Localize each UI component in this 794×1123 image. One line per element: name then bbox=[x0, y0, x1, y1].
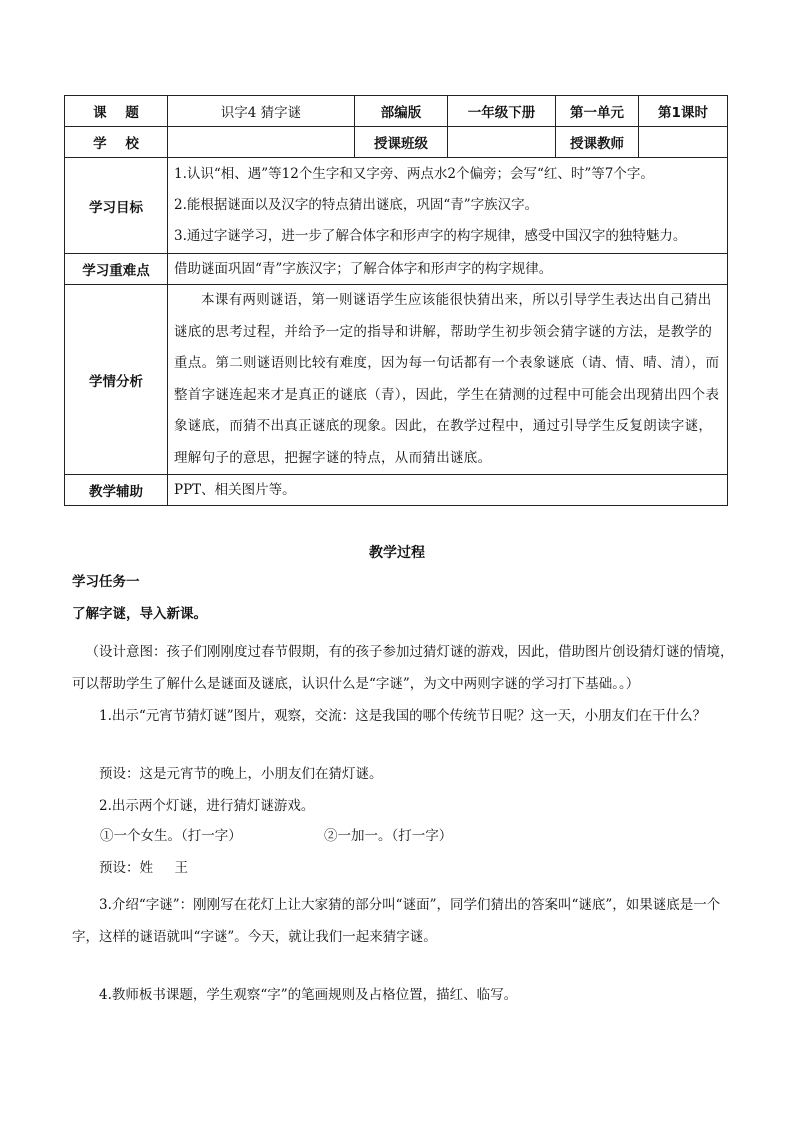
class-value bbox=[448, 127, 556, 158]
task-title: 了解字谜，导入新课。 bbox=[72, 606, 207, 622]
goals-row bbox=[65, 158, 728, 254]
analysis-row bbox=[65, 285, 728, 475]
aids-text: PPT、相关图片等。 bbox=[168, 475, 728, 506]
header-row bbox=[65, 96, 728, 127]
lesson-info-table bbox=[64, 95, 728, 506]
preset-1: 预设：这是元宵节的晚上，小朋友们在猜灯谜。 bbox=[99, 766, 383, 782]
task-label: 学习任务一 bbox=[72, 574, 140, 590]
class-label: 授课班级 bbox=[355, 127, 448, 158]
analysis-text: 本课有两则谜语，第一则谜语学生应该能很快猜出来，所以引导学生表达出自己猜出谜底的思考过程，并给予一定的指导和讲解，帮助学生初步领会猜字谜的方法，是教学的重点。第二则谜语则比较有难度，因为每一句话都有一个表象谜底（请、情、晴、清），而整首字谜连起来才是真正的谜底（青），因此，学生在猜测的过程中可能会出现猜出四个表象谜底，而猜不出真正谜底的现象。因此，在教学过程中，通过引导学生反复朗读字谜，理解句子的意思，把握字谜的特点，从而猜出谜底。 bbox=[168, 285, 728, 475]
riddle-2: ②一加一。（打一字） bbox=[324, 828, 453, 844]
goal-item: 2.能根据谜面以及汉字的特点猜出谜底，巩固“青”字族汉字。 bbox=[174, 197, 539, 213]
grade: 一年级下册 bbox=[448, 96, 556, 127]
teacher-value bbox=[639, 127, 728, 158]
process-title: 教学过程 bbox=[369, 545, 425, 561]
lesson-label: 课 题 bbox=[65, 96, 168, 127]
analysis-label: 学情分析 bbox=[65, 285, 168, 475]
school-row bbox=[65, 127, 728, 158]
key-points-text: 借助谜面巩固“青”字族汉字；了解合体字和形声字的构字规律。 bbox=[168, 254, 728, 285]
step-2: 2.出示两个灯谜，进行猜灯谜游戏。 bbox=[99, 798, 315, 814]
riddle-1: ①一个女生。（打一字） bbox=[100, 828, 242, 844]
school-label: 学 校 bbox=[65, 127, 168, 158]
goals-label: 学习目标 bbox=[65, 158, 168, 254]
edition: 部编版 bbox=[355, 96, 448, 127]
unit: 第一单元 bbox=[556, 96, 639, 127]
key-points-label: 学习重难点 bbox=[65, 254, 168, 285]
design-intent: （设计意图：孩子们刚刚度过春节假期，有的孩子参加过猜灯谜的游戏，因此，借助图片创设猜灯谜的情境，可以帮助学生了解什么是谜面及谜底，认识什么是“字谜”，为文中两则字谜的学习打下基础。。） bbox=[72, 644, 734, 692]
goals-list bbox=[168, 158, 728, 254]
teacher-label: 授课教师 bbox=[556, 127, 639, 158]
goal-item: 3.通过字谜学习，进一步了解合体字和形声字的构字规律，感受中国汉字的独特魅力。 bbox=[174, 228, 687, 244]
lesson-title: 识字4 猜字谜 bbox=[168, 96, 355, 127]
step-1: 1.出示“元宵节猜灯谜”图片，观察，交流：这是我国的哪个传统节日呢？这一天，小朋友们在干什么？ bbox=[99, 708, 707, 724]
preset-2: 预设：姓 王 bbox=[99, 860, 188, 876]
goal-item: 1.认识“相、遇”等12个生字和又字旁、两点水2个偏旁；会写“红、时”等7个字。 bbox=[174, 166, 654, 182]
aids-label: 教学辅助 bbox=[65, 475, 168, 506]
step-4: 4.教师板书课题，学生观察“字”的笔画规则及占格位置，描红、临写。 bbox=[99, 987, 518, 1003]
period: 第1课时 bbox=[639, 96, 728, 127]
step-3: 3.介绍“字谜”：刚刚写在花灯上让大家猜的部分叫“谜面”，同学们猜出的答案叫“谜底”，如果谜底是一个字，这样的谜语就叫“字谜”。今天，就让我们一起来猜字谜。 bbox=[72, 897, 721, 945]
aids-row bbox=[65, 475, 728, 506]
school-value bbox=[168, 127, 355, 158]
key-points-row bbox=[65, 254, 728, 285]
